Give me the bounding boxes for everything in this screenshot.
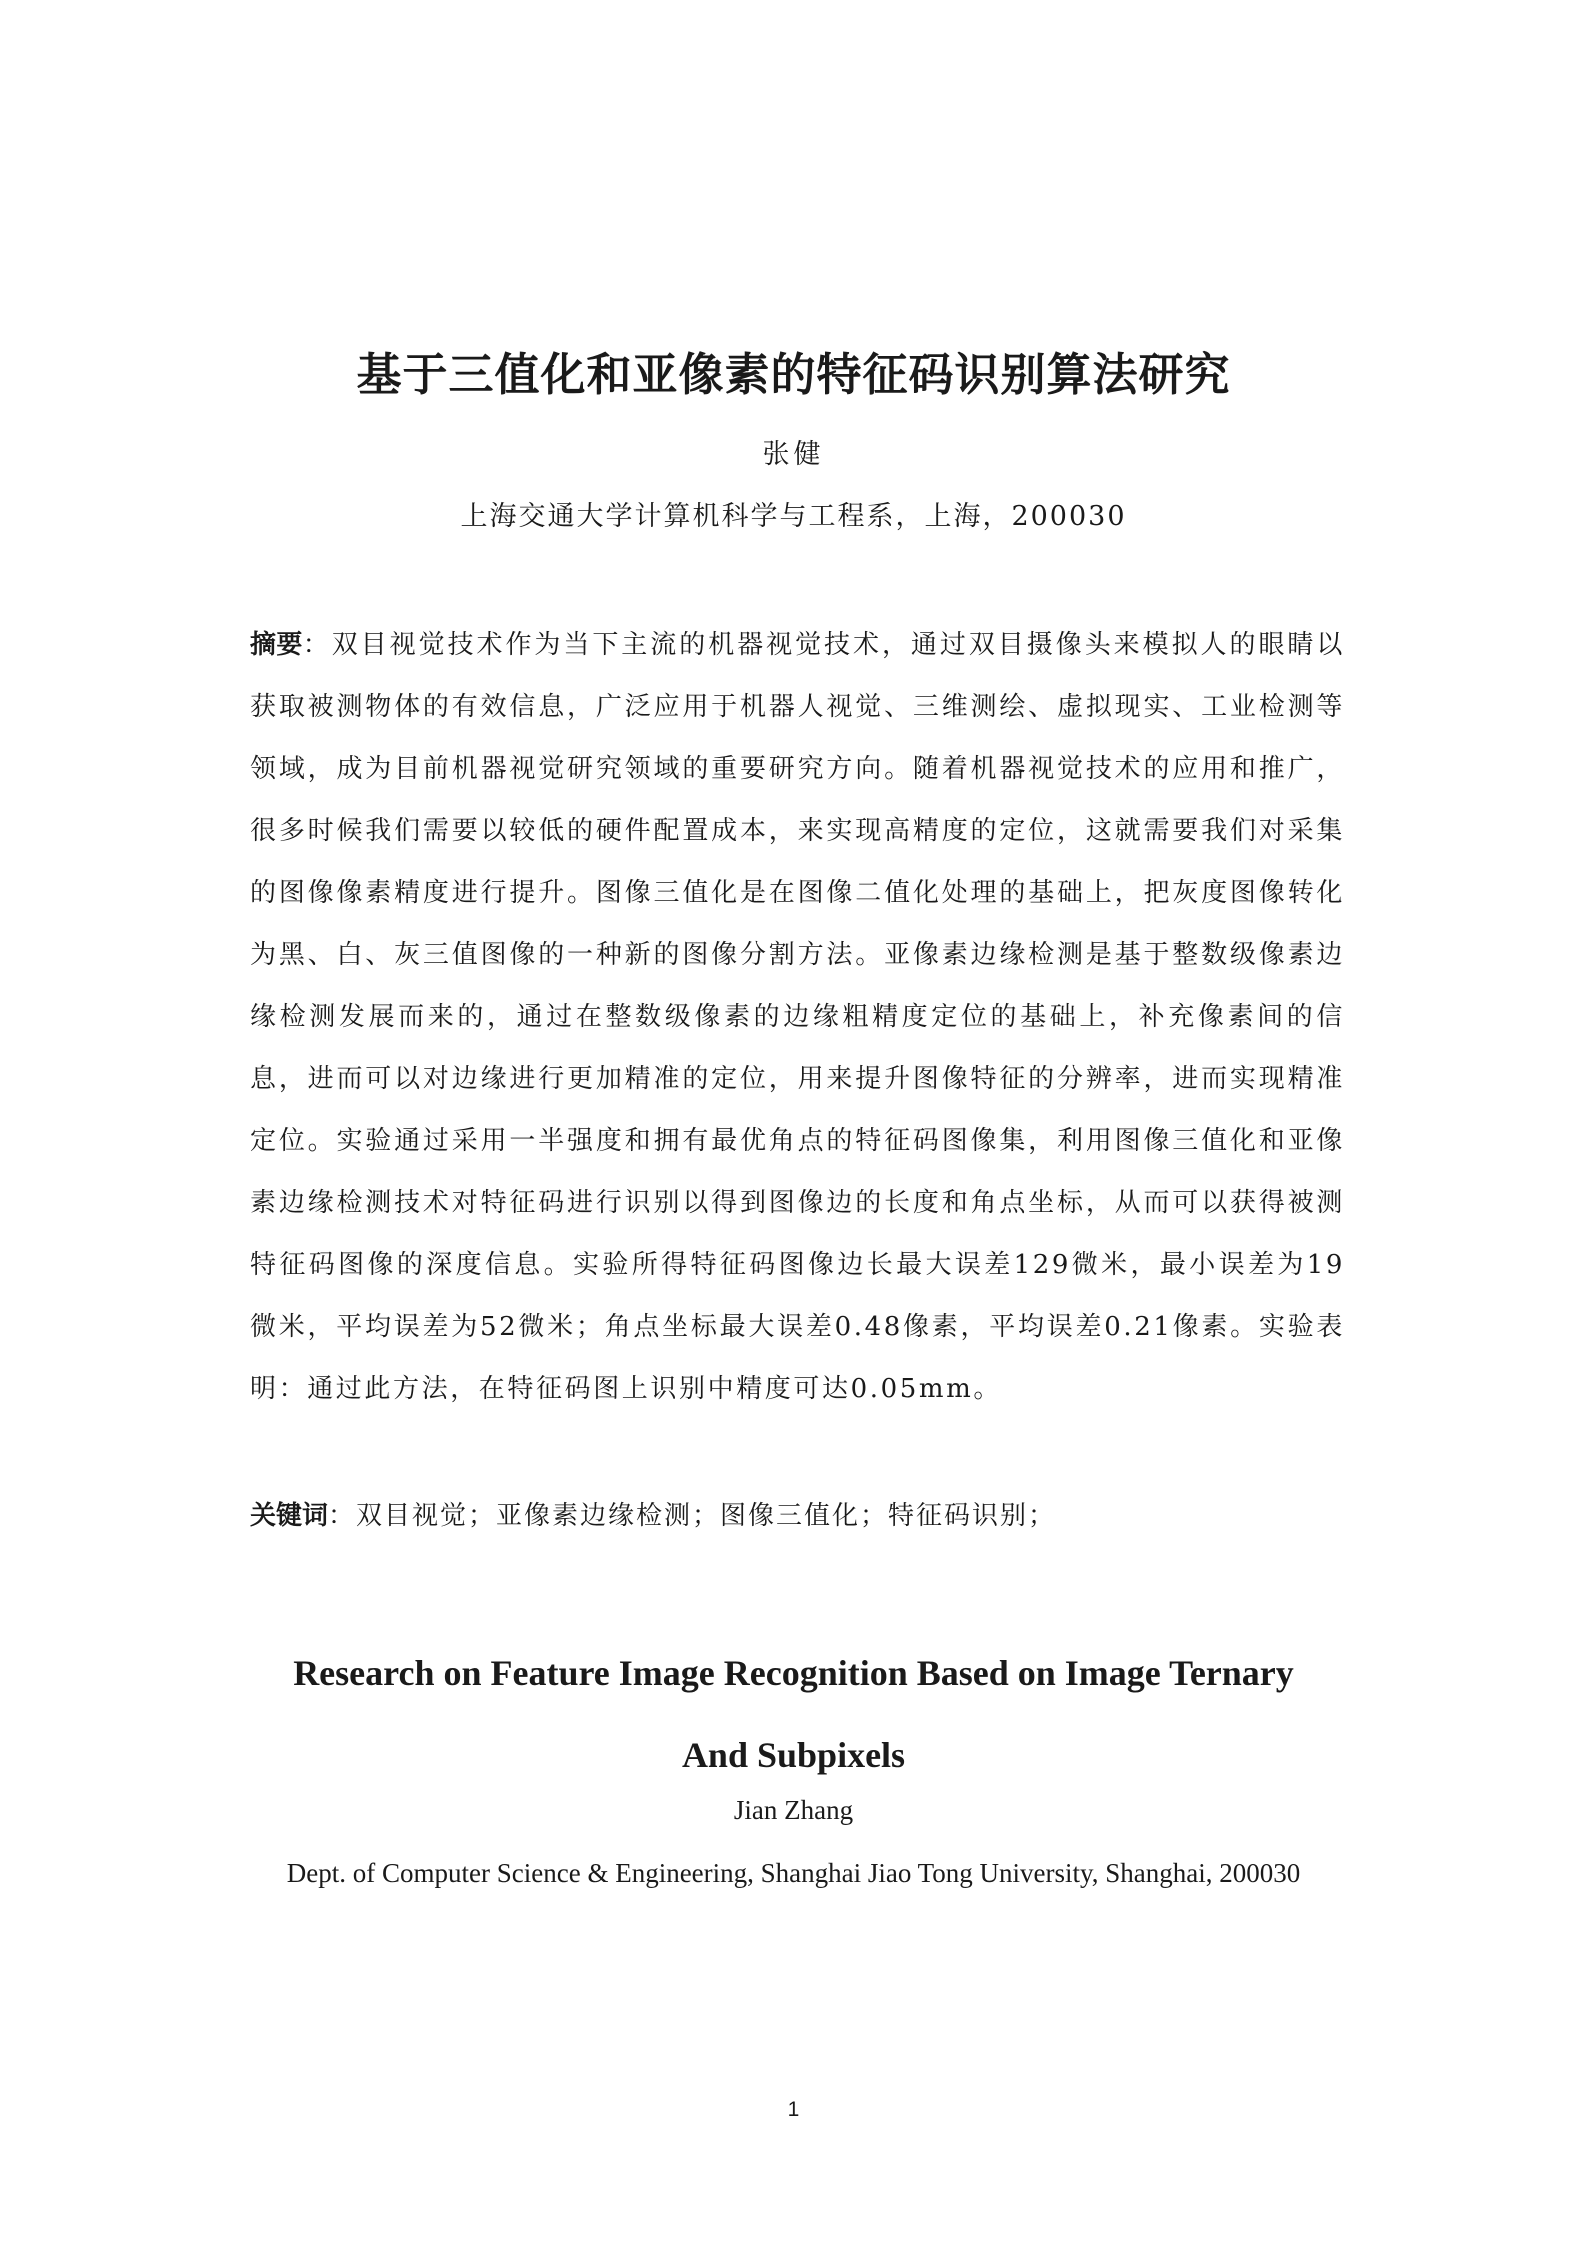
abstract-label: 摘要 [250, 630, 303, 660]
english-title-line-1: Research on Feature Image Recognition Based on Image Ternary [293, 1653, 1294, 1693]
chinese-keywords [250, 1496, 1345, 1536]
chinese-author: 张健 [762, 439, 825, 470]
page-number: 1 [787, 2098, 800, 2121]
chinese-title: 基于三值化和亚像素的特征码识别算法研究 [356, 348, 1231, 401]
english-title [0, 1632, 1587, 1796]
chinese-affiliation: 上海交通大学计算机科学与工程系，上海，200030 [460, 501, 1127, 532]
english-author: Jian Zhang [733, 1795, 854, 1825]
chinese-abstract [250, 614, 1345, 1420]
abstract-text: ：双目视觉技术作为当下主流的机器视觉技术，通过双目摄像头来模拟人的眼睛以获取被测物体的有效信息，广泛应用于机器人视觉、三维测绘、虚拟现实、工业检测等领域，成为目前机器视觉研究领域的重要研究方向。随着机器视觉技术的应用和推广，很多时候我们需要以较低的硬件配置成本，来实现高精度的定位，这就需要我们对采集的图像像素精度进行提升。图像三值化是在图像二值化处理的基础上，把灰度图像转化为黑、白、灰三值图像的一种新的图像分割方法。亚像素边缘检测是基于整数级像素边缘检测发展而来的，通过在整数级像素的边缘粗精度定位的基础上，补充像素间的信息，进而可以对边缘进行更加精准的定位，用来提升图像特征的分辨率，进而实现精准定位。实验通过采用一半强度和拥有最优角点的特征码图像集，利用图像三值化和亚像素边缘检测技术对特征码进行识别以得到图像边的长度和角点坐标，从而可以获得被测特征码图像的深度信息。实验所得特征码图像边长最大误差129微米，最小误差为19微米，平均误差为52微米；角点坐标最大误差0.48像素，平均误差0.21像素。实验表明：通过此方法，在特征码图上识别中精度可达0.05mm。 [250, 630, 1345, 1404]
keywords-label: 关键词 [250, 1501, 329, 1531]
english-affiliation: Dept. of Computer Science & Engineering, Shanghai Jiao Tong University, Shanghai, 200030 [286, 1858, 1301, 1888]
keywords-text: ：双目视觉；亚像素边缘检测；图像三值化；特征码识别； [328, 1501, 1057, 1531]
english-title-line-2: And Subpixels [681, 1735, 906, 1775]
